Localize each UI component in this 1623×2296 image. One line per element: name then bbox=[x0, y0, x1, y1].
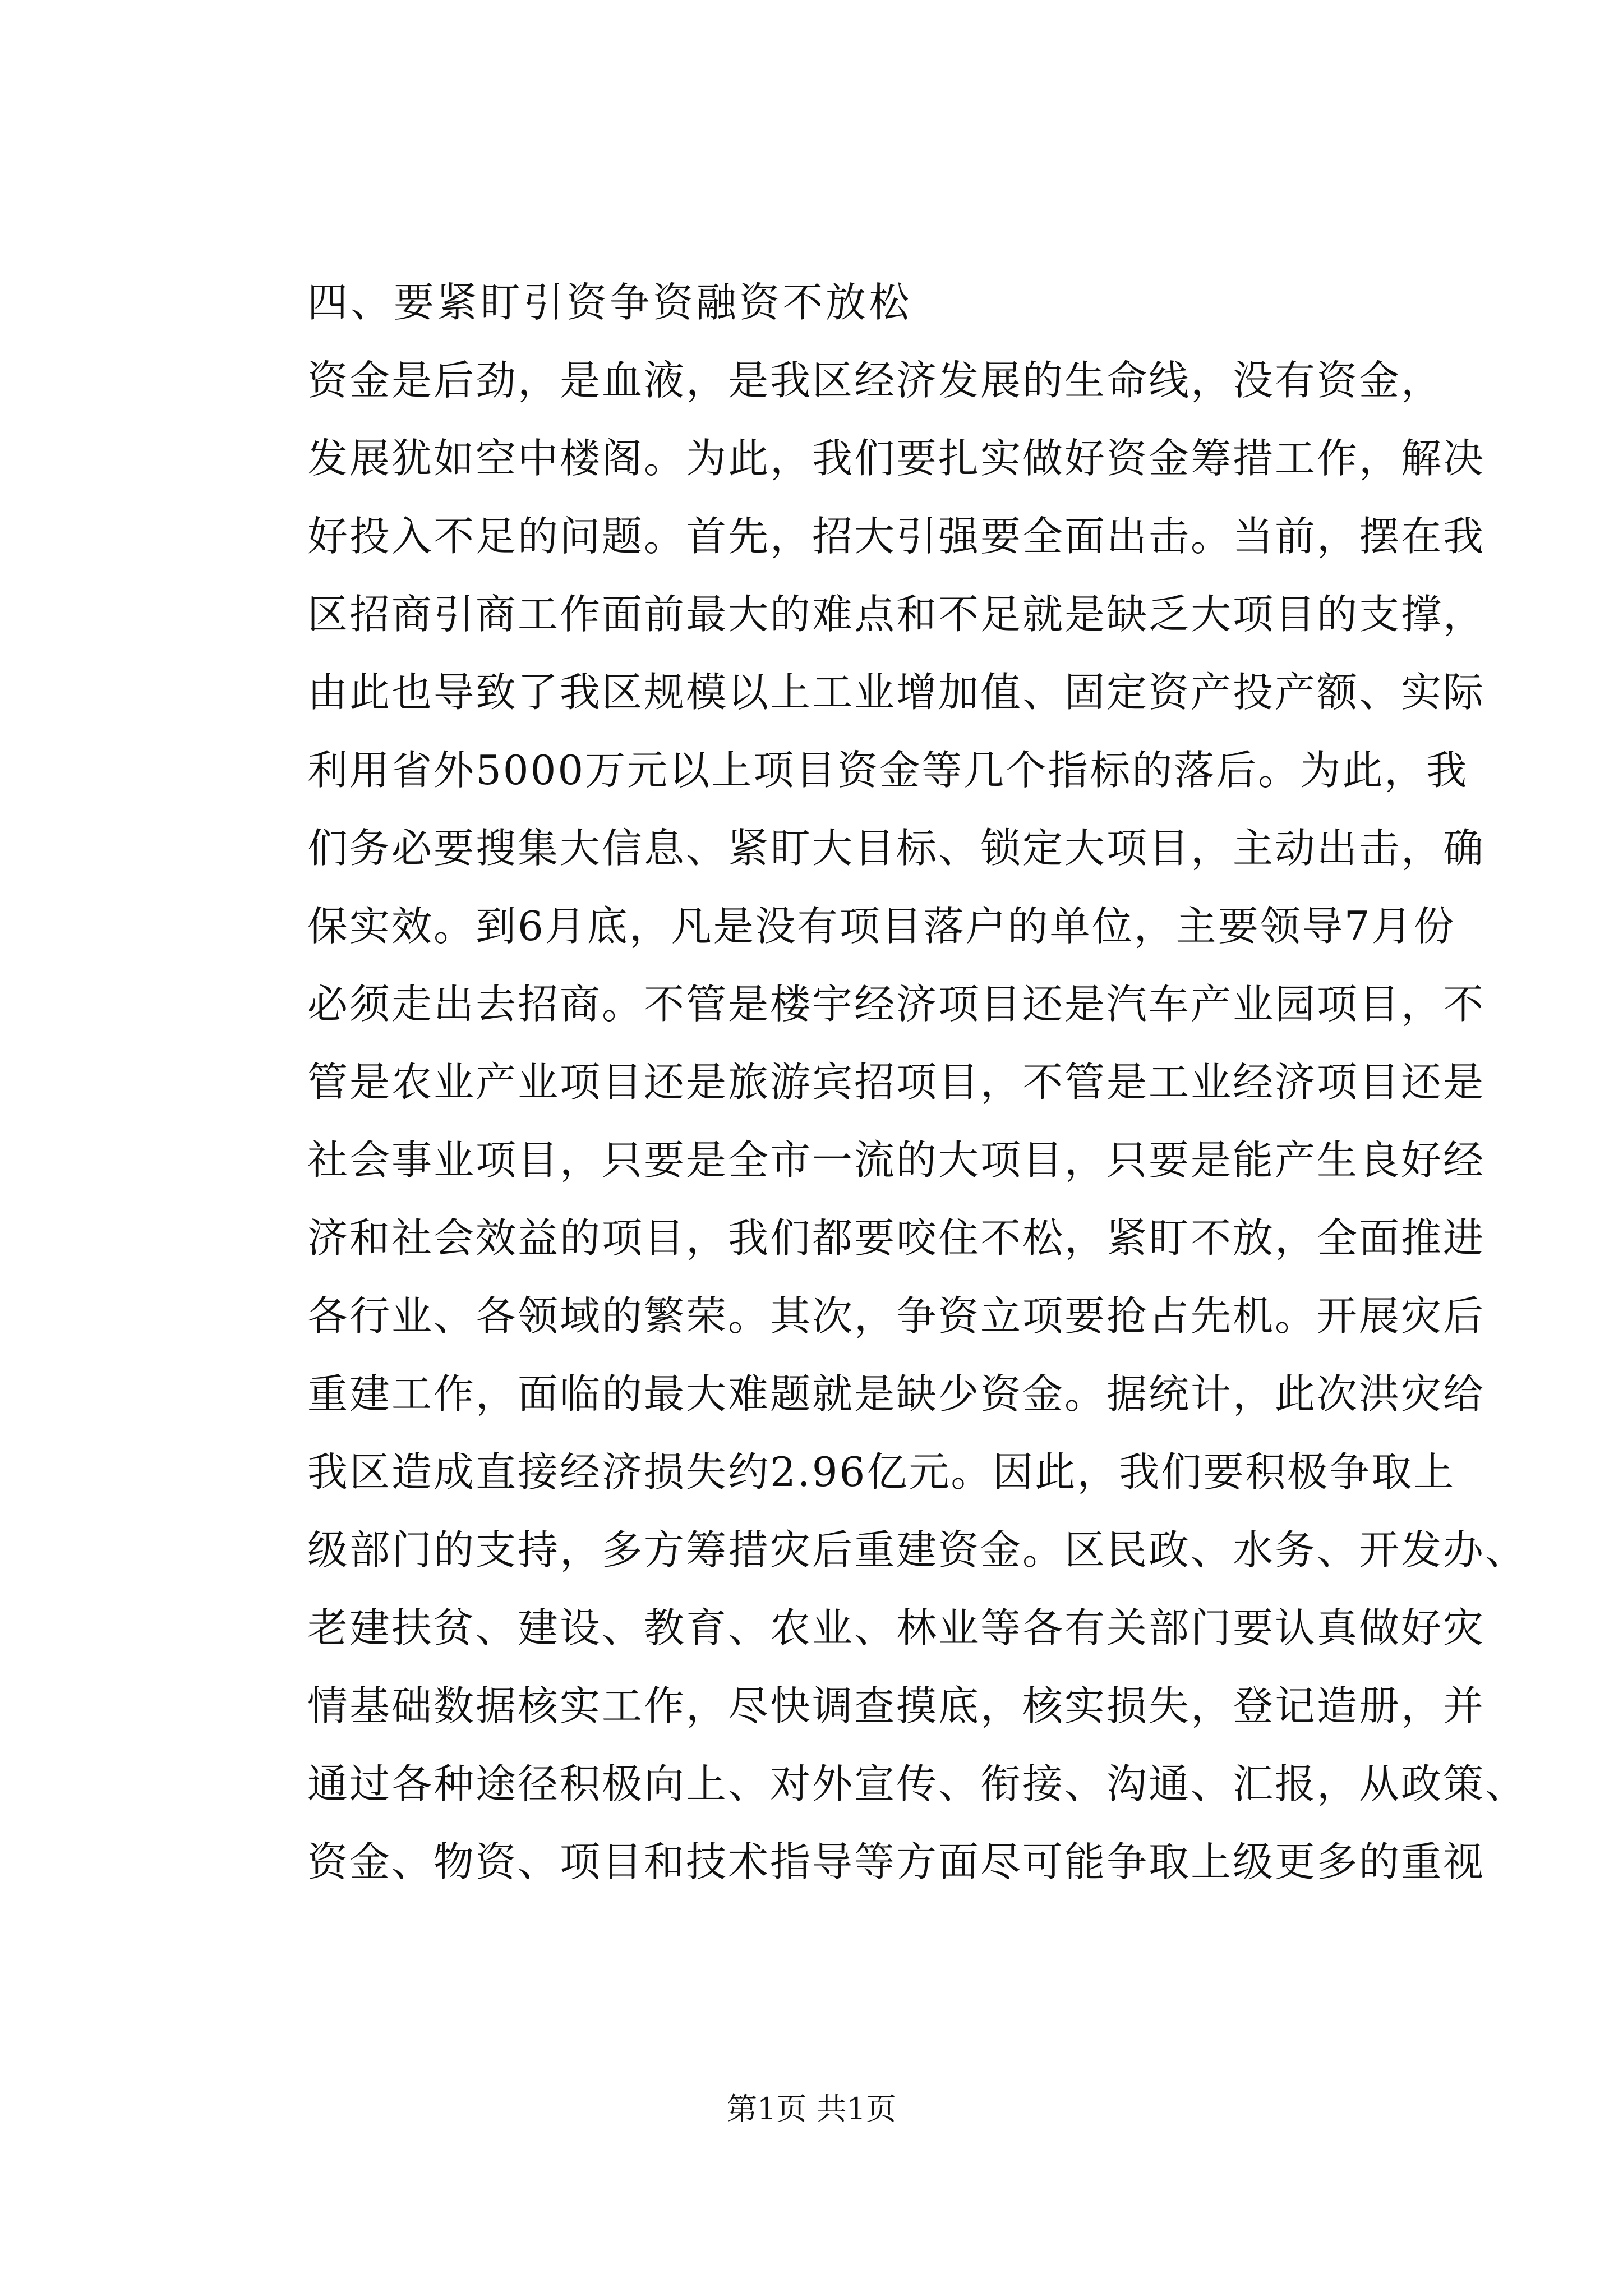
paragraph-line: 资金、物资、项目和技术指导等方面尽可能争取上级更多的重视 bbox=[307, 1838, 1486, 1885]
paragraph-line: 们务必要搜集大信息、紧盯大目标、锁定大项目，主动出击，确 bbox=[307, 825, 1486, 872]
paragraph bbox=[307, 342, 1528, 1901]
document-body bbox=[307, 264, 1528, 1901]
paragraph-line: 我区造成直接经济损失约2.96亿元。因此，我们要积极争取上 bbox=[307, 1448, 1456, 1496]
paragraph-line: 资金是后劲，是血液，是我区经济发展的生命线，没有资金， bbox=[307, 357, 1444, 404]
paragraph-line: 社会事业项目，只要是全市一流的大项目，只要是能产生良好经 bbox=[307, 1137, 1486, 1184]
paragraph-line: 区招商引商工作面前最大的难点和不足就是缺乏大项目的支撑， bbox=[307, 591, 1486, 638]
paragraph-line: 必须走出去招商。不管是楼宇经济项目还是汽车产业园项目，不 bbox=[307, 981, 1486, 1028]
paragraph-line: 发展犹如空中楼阁。为此，我们要扎实做好资金筹措工作，解决 bbox=[307, 435, 1486, 482]
paragraph-line: 重建工作，面临的最大难题就是缺少资金。据统计，此次洪灾给 bbox=[307, 1370, 1486, 1418]
paragraph-line: 级部门的支持，多方筹措灾后重建资金。区民政、水务、开发办、 bbox=[307, 1526, 1528, 1573]
paragraph-line: 管是农业产业项目还是旅游宾招项目，不管是工业经济项目还是 bbox=[307, 1059, 1486, 1106]
paragraph-line: 由此也导致了我区规模以上工业增加值、固定资产投产额、实际 bbox=[307, 669, 1486, 716]
section-heading: 四、要紧盯引资争资融资不放松 bbox=[307, 279, 912, 326]
paragraph-line: 济和社会效益的项目，我们都要咬住不松，紧盯不放，全面推进 bbox=[307, 1214, 1486, 1262]
paragraph-line: 好投入不足的问题。首先，招大引强要全面出击。当前，摆在我 bbox=[307, 513, 1486, 560]
page-footer: 第1页 共1页 bbox=[727, 2091, 896, 2127]
paragraph-line: 各行业、各领域的繁荣。其次，争资立项要抢占先机。开展灾后 bbox=[307, 1292, 1486, 1340]
paragraph-line: 利用省外5000万元以上项目资金等几个指标的落后。为此，我 bbox=[307, 747, 1469, 794]
paragraph-line: 情基础数据核实工作，尽快调查摸底，核实损失，登记造册，并 bbox=[307, 1682, 1486, 1729]
paragraph-line: 通过各种途径积极向上、对外宣传、衔接、沟通、汇报，从政策、 bbox=[307, 1760, 1528, 1807]
paragraph-line: 老建扶贫、建设、教育、农业、林业等各有关部门要认真做好灾 bbox=[307, 1604, 1486, 1651]
paragraph-line: 保实效。到6月底，凡是没有项目落户的单位，主要领导7月份 bbox=[307, 903, 1456, 950]
